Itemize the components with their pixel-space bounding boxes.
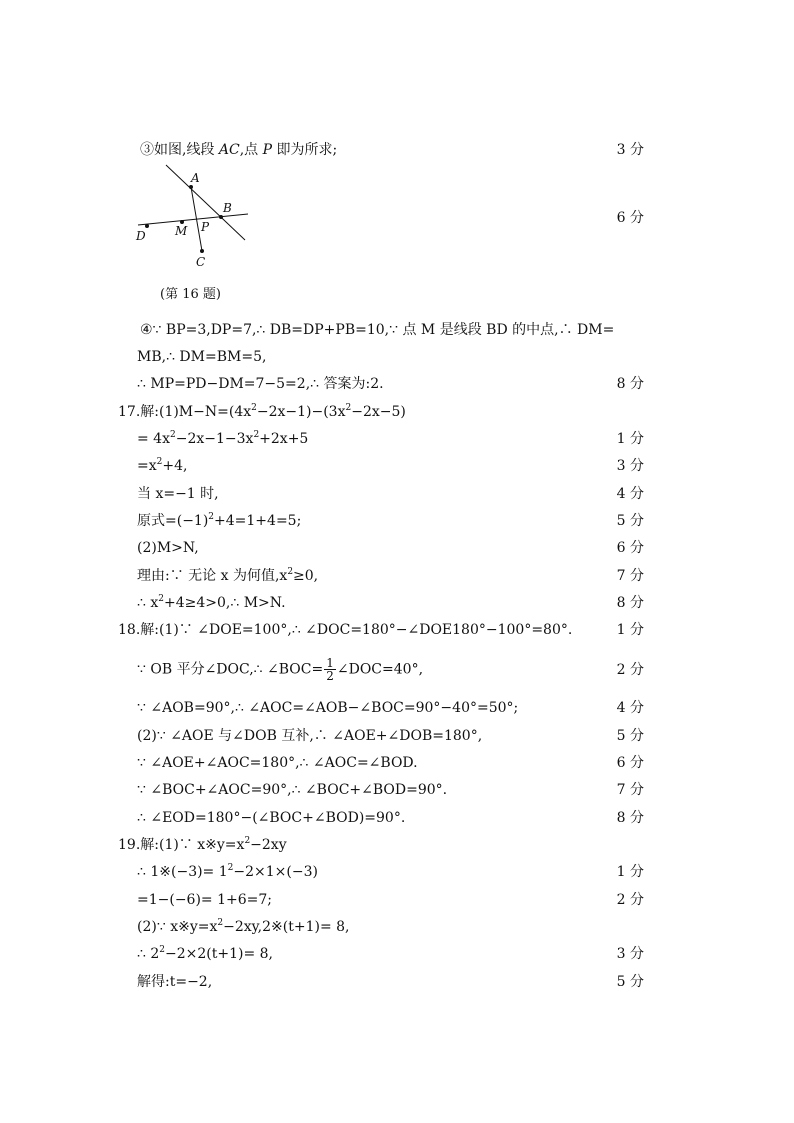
q18-line7: ∴ ∠EOD=180°−(∠BOC+∠BOD)=90°. 8 分 [137,810,644,826]
point-a [189,185,193,189]
q18-line6: ∵ ∠BOC+∠AOC=90°,∴ ∠BOC+∠BOD=90°. 7 分 [137,782,644,798]
fraction-one-half: $\frac{1}{2}$ [326,656,334,683]
q17-line1: 17.解$:(1)M-N=(4x^2-2x-1)-(3x^2-2x-5)$ [118,403,406,420]
score: 2 分 [616,892,644,908]
label-d: D [136,229,146,243]
q17-line2: = $4x^2-2x-1-3x^2+2x+5$ 1 分 [137,430,644,447]
leader-dots [220,972,604,992]
q17-line7: 理由:∵ 无论 x 为何值$,x^2\ge 0$, 7 分 [137,567,644,584]
score: 8 分 [616,376,644,392]
leader-dots [345,140,604,160]
q17-line4: 当 x=−1 时, 4 分 [137,486,644,502]
point-c [200,249,204,253]
q17-line3: $=x^2+4$, 3 分 [137,457,644,474]
q19-line5: ∴ $2^2-2\times 2(t+1)= 8$, 3 分 [137,945,644,962]
leader-dots [266,208,604,228]
leader-dots [195,456,604,476]
leader-dots [280,890,604,910]
q16-part3-mid: ,点 [239,142,263,158]
leader-dots [413,808,604,828]
q19-line4: (2)∵ $x※y=x^2-2xy,2※(t+1)= 8$, [137,918,350,935]
q16-part3-suffix: 即为所求; [272,142,338,158]
q18-line2: ∵ OB 平分∠DOC,∴ ∠BOC= $\frac{1}{2}$ ∠DOC=40°, 2 分 [137,656,644,683]
leader-dots [455,780,604,800]
score: 4 分 [616,486,644,502]
leader-dots [526,698,604,718]
point-d [145,224,149,228]
score: 7 分 [616,782,644,798]
score: 1 分 [616,622,644,638]
score: 4 分 [616,700,644,716]
score: 2 分 [616,661,644,678]
score: 6 分 [616,755,644,771]
leader-dots [227,484,604,504]
q18-line4: (2)∵ ∠AOE 与∠DOB 互补,∴ ∠AOE+∠DOB=180°, 5 分 [137,728,644,744]
leader-dots [207,538,604,558]
score: 1 分 [616,431,644,447]
score: 7 分 [616,568,644,584]
leader-dots [392,374,604,394]
leader-dots [309,511,604,531]
score: 3 分 [616,946,644,962]
leader-dots [281,944,604,964]
q18-line3: ∵ ∠AOB=90°,∴ ∠AOC=∠AOB−∠BOC=90°−40°=50°; 4 分 [137,700,644,716]
label-a: A [191,171,200,185]
q19-line3: =1−(−6)= 1+6=7; 2 分 [137,892,644,908]
score: 5 分 [616,728,644,744]
q17-line5: 原式$=(-1)^2+4=1+4=5$; 5 分 [137,512,644,529]
q19-line1: 19.解:(1)∵ $x※y=x^2-2xy$ [118,836,287,853]
point-b [219,215,223,219]
q16-part4-line2: MB,∴ DM=BM=5, [137,349,267,365]
q19-line2: ∴ 1※(−3)= $1^2-2\times 1\times(-3)$ 1 分 [137,863,644,880]
score: 8 分 [616,595,644,611]
score: 3 分 [616,142,644,158]
q16-part4-line1: ④∵ BP=3,DP=7,∴ DB=DP+PB=10,∵ 点 M 是线段 BD 的中点,∴ DM= [140,322,615,338]
leader-dots [426,753,604,773]
q18-line5: ∵ ∠AOE+∠AOC=180°,∴ ∠AOC=∠BOD. 6 分 [137,755,644,771]
q16-part3-line [140,140,644,160]
q16-part4-line3: ∴ MP=PD−DM=7−5=2,∴ 答案为:2. 8 分 [137,376,644,392]
figure-caption: (第 16 题) [160,287,221,302]
q18-line1: 18.解:(1)∵ ∠DOE=100°,∴ ∠DOC=180°−∠DOE180°−100°=80°. 1 分 [118,622,644,638]
score: 1 分 [616,864,644,880]
leader-dots [326,566,604,586]
point-p-label: P [262,142,273,158]
geometry-diagram [132,160,262,270]
q17-line8: ∴ $x^2+4\ge 4>0,\therefore$ M>N. 8 分 [137,594,644,611]
leader-dots [431,657,604,677]
leader-dots [316,429,604,449]
q17-line6: (2)M>N, 6 分 [137,540,644,556]
score: 5 分 [616,974,644,990]
line-db [138,214,248,225]
label-c: C [196,255,206,269]
q19-line6: 解得:t=−2, 5 分 [137,974,644,990]
q16-part3-prefix: ③如图,线段 [140,142,219,158]
label-b: B [223,201,232,215]
score: 6 分 [616,540,644,556]
q16-diagram-score-line [258,208,644,228]
leader-dots [326,862,604,882]
score: 3 分 [616,458,644,474]
label-p: P [201,220,210,234]
leader-dots [490,726,604,746]
score: 6 分 [616,210,644,226]
leader-dots [580,620,604,640]
segment-ac-label: AC [218,142,240,158]
label-m: M [175,224,188,238]
score: 5 分 [616,513,644,529]
leader-dots [294,593,604,613]
score: 8 分 [616,810,644,826]
